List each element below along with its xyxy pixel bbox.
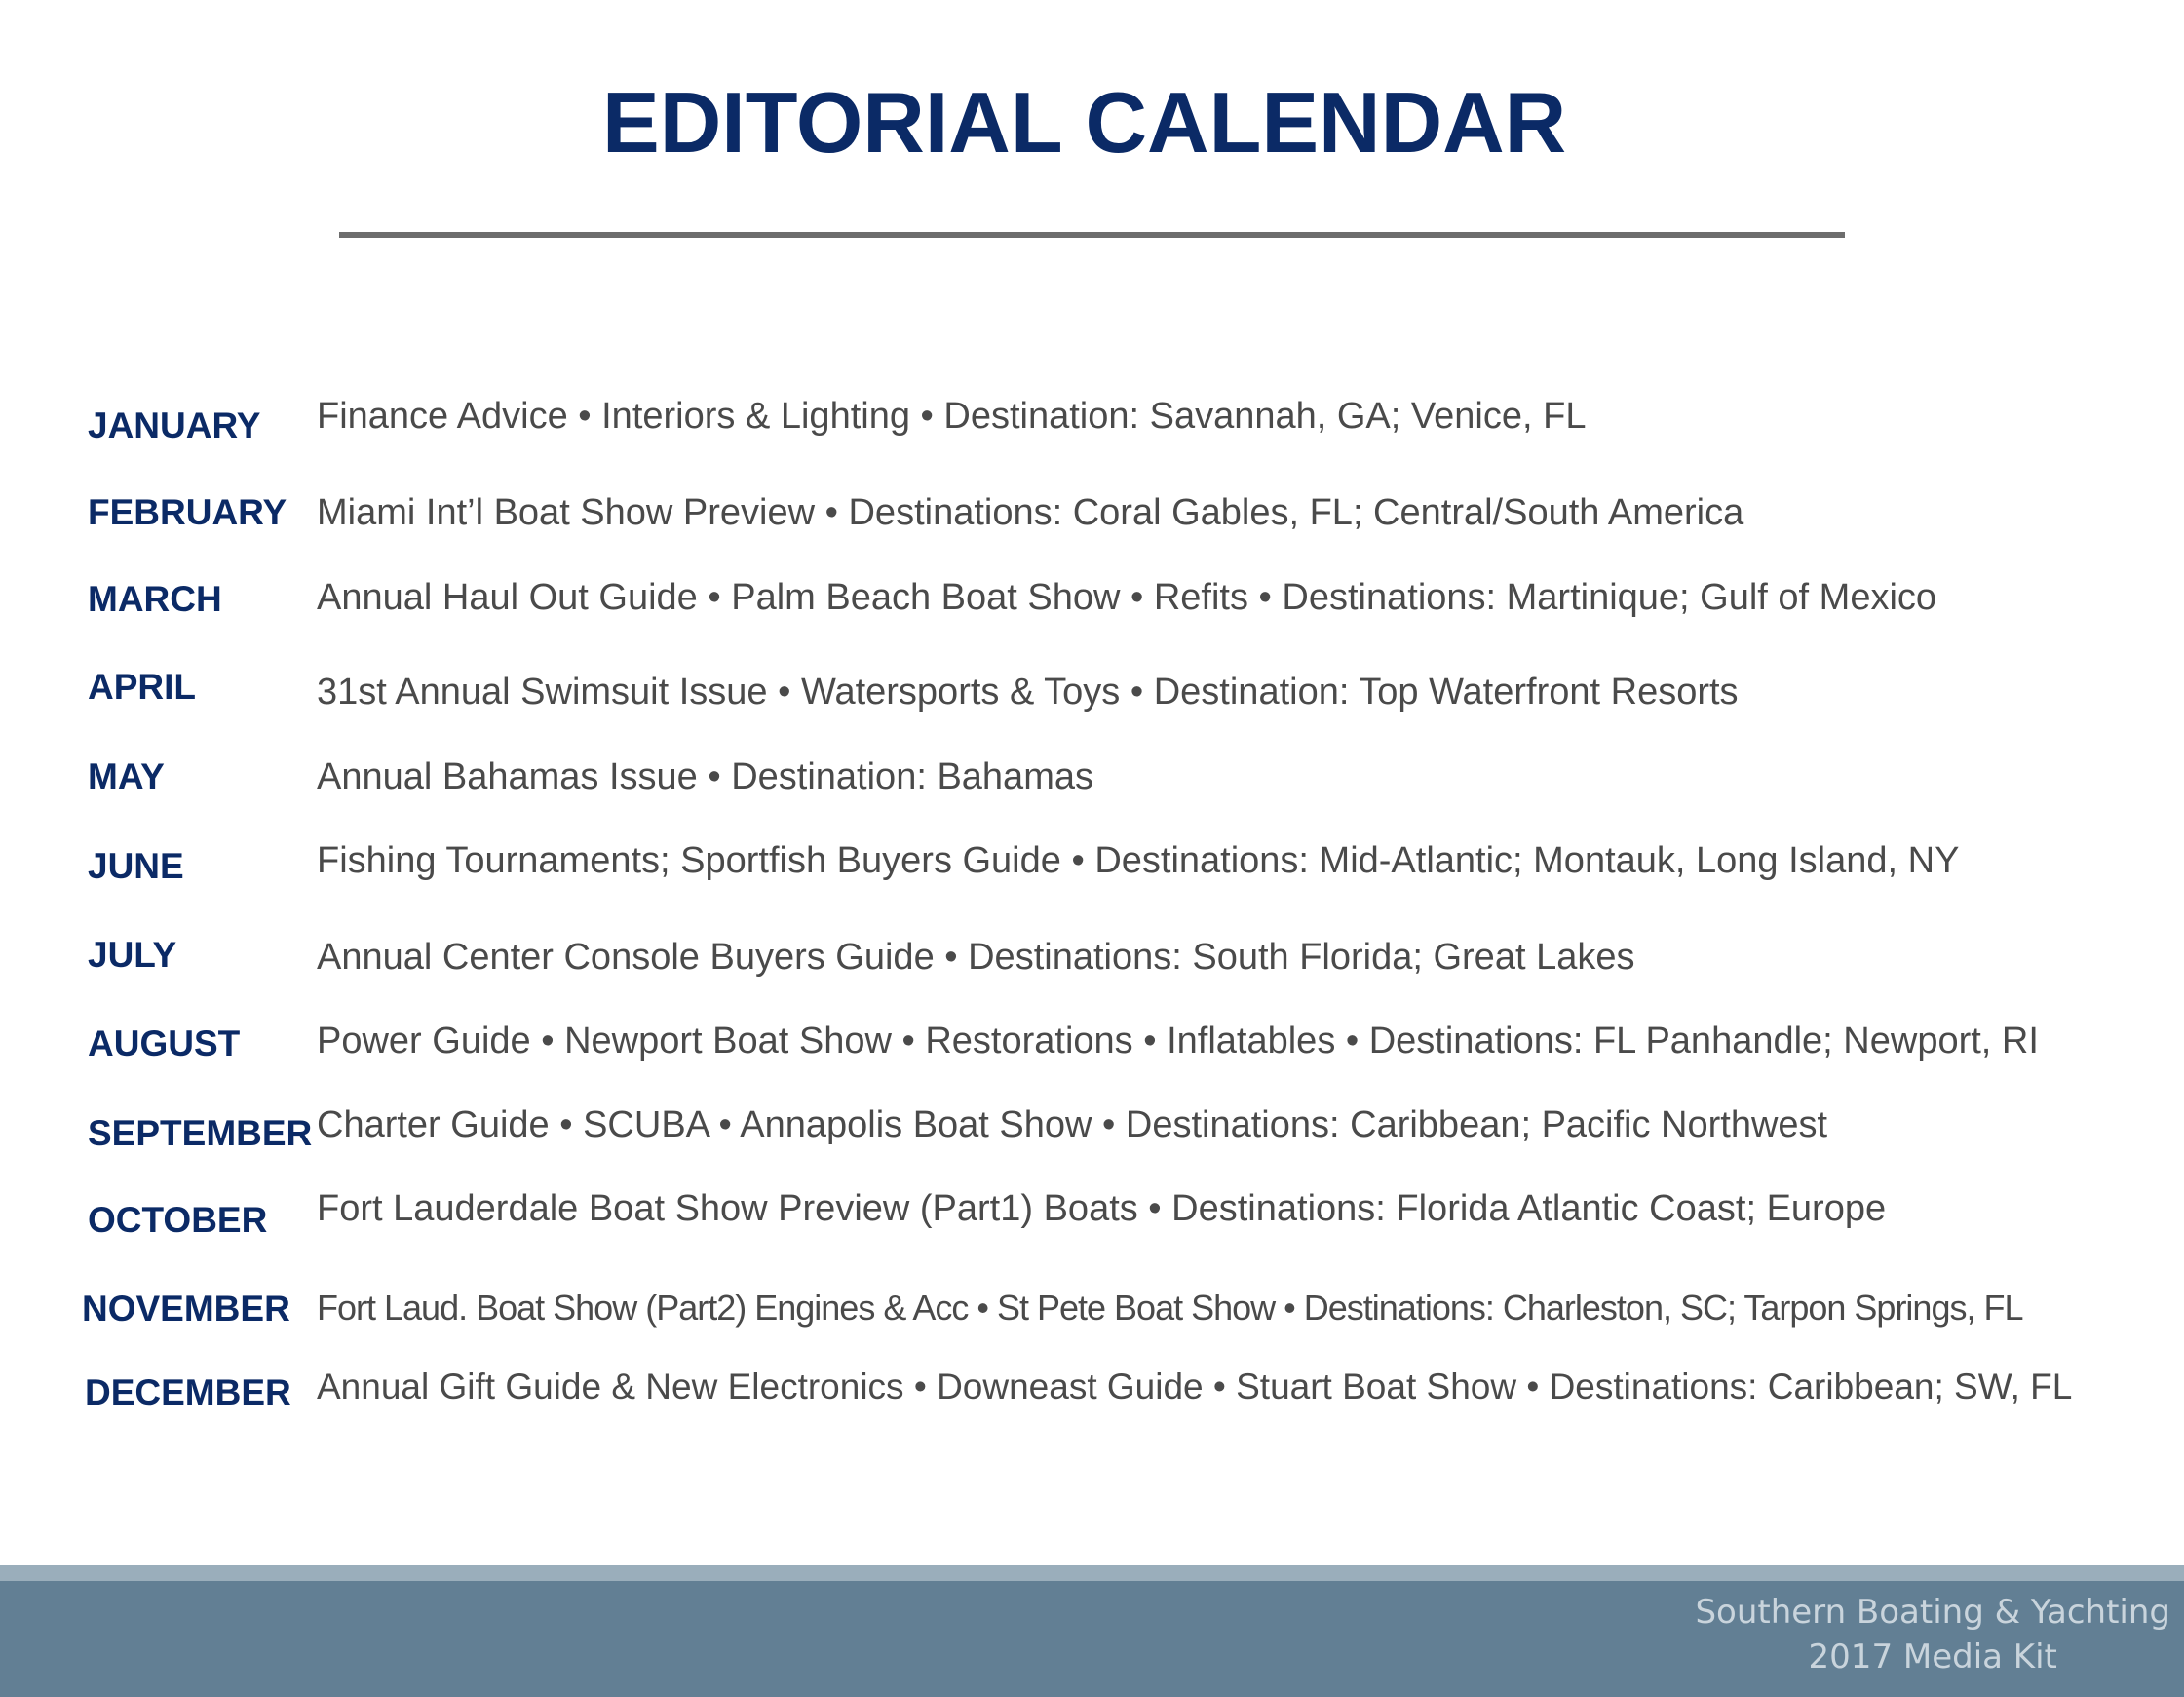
month-label: APRIL [88, 667, 196, 707]
month-label: DECEMBER [85, 1372, 291, 1412]
calendar-row-june [0, 842, 2184, 901]
page-title: EDITORIAL CALENDAR [602, 74, 1567, 171]
month-topics: Annual Haul Out Guide • Palm Beach Boat Show • Refits • Destinations: Martinique; Gulf of Mexico [317, 577, 1937, 618]
calendar-row-april [0, 667, 2184, 732]
calendar-row-february [0, 494, 2184, 553]
month-label: JANUARY [88, 405, 261, 445]
month-label: JUNE [88, 846, 184, 886]
month-topics: Fort Lauderdale Boat Show Preview (Part1) Boats • Destinations: Florida Atlantic Coast; Europe [317, 1188, 1887, 1229]
calendar-row-july [0, 935, 2184, 997]
footer-caption [1695, 1591, 2170, 1680]
month-label: AUGUST [88, 1023, 241, 1063]
month-topics: Fort Laud. Boat Show (Part2) Engines & Acc • St Pete Boat Show • Destinations: Charleston, SC; Tarpon Springs, FL [317, 1288, 2023, 1328]
footer-publication: Southern Boating & Yachting [1695, 1593, 2170, 1632]
calendar-row-october [0, 1190, 2184, 1249]
month-topics: Annual Bahamas Issue • Destination: Bahamas [317, 756, 1093, 797]
month-topics: Annual Gift Guide & New Electronics • Downeast Guide • Stuart Boat Show • Destinations: Caribbean; SW, FL [317, 1367, 2073, 1407]
calendar-row-august [0, 1022, 2184, 1081]
calendar-row-december [0, 1369, 2184, 1427]
calendar-row-march [0, 579, 2184, 637]
month-topics: Power Guide • Newport Boat Show • Restorations • Inflatables • Destinations: FL Panhandle; Newport, RI [317, 1021, 2039, 1061]
calendar-row-november [0, 1288, 2184, 1349]
month-label: NOVEMBER [82, 1289, 290, 1329]
month-label: MARCH [88, 579, 222, 619]
calendar-row-may [0, 758, 2184, 817]
calendar-row-january [0, 398, 2184, 456]
month-topics: Fishing Tournaments; Sportfish Buyers Guide • Destinations: Mid-Atlantic; Montauk, Long Island, NY [317, 840, 1960, 881]
month-label: MAY [88, 756, 165, 796]
footer-media-kit: 2017 Media Kit [1808, 1637, 2057, 1677]
calendar-row-september [0, 1106, 2184, 1165]
month-label: OCTOBER [88, 1200, 268, 1240]
month-topics: Finance Advice • Interiors & Lighting • Destination: Savannah, GA; Venice, FL [317, 396, 1587, 437]
month-topics: Charter Guide • SCUBA • Annapolis Boat Show • Destinations: Caribbean; Pacific Northwest [317, 1104, 1828, 1145]
footer-band-highlight [0, 1565, 2184, 1581]
month-label: FEBRUARY [88, 492, 287, 532]
month-label: SEPTEMBER [88, 1113, 313, 1153]
month-topics: 31st Annual Swimsuit Issue • Watersports & Toys • Destination: Top Waterfront Resorts [317, 672, 1739, 713]
month-label: JULY [88, 935, 177, 975]
month-topics: Annual Center Console Buyers Guide • Destinations: South Florida; Great Lakes [317, 937, 1635, 978]
month-topics: Miami Int’l Boat Show Preview • Destinations: Coral Gables, FL; Central/South America [317, 492, 1744, 533]
